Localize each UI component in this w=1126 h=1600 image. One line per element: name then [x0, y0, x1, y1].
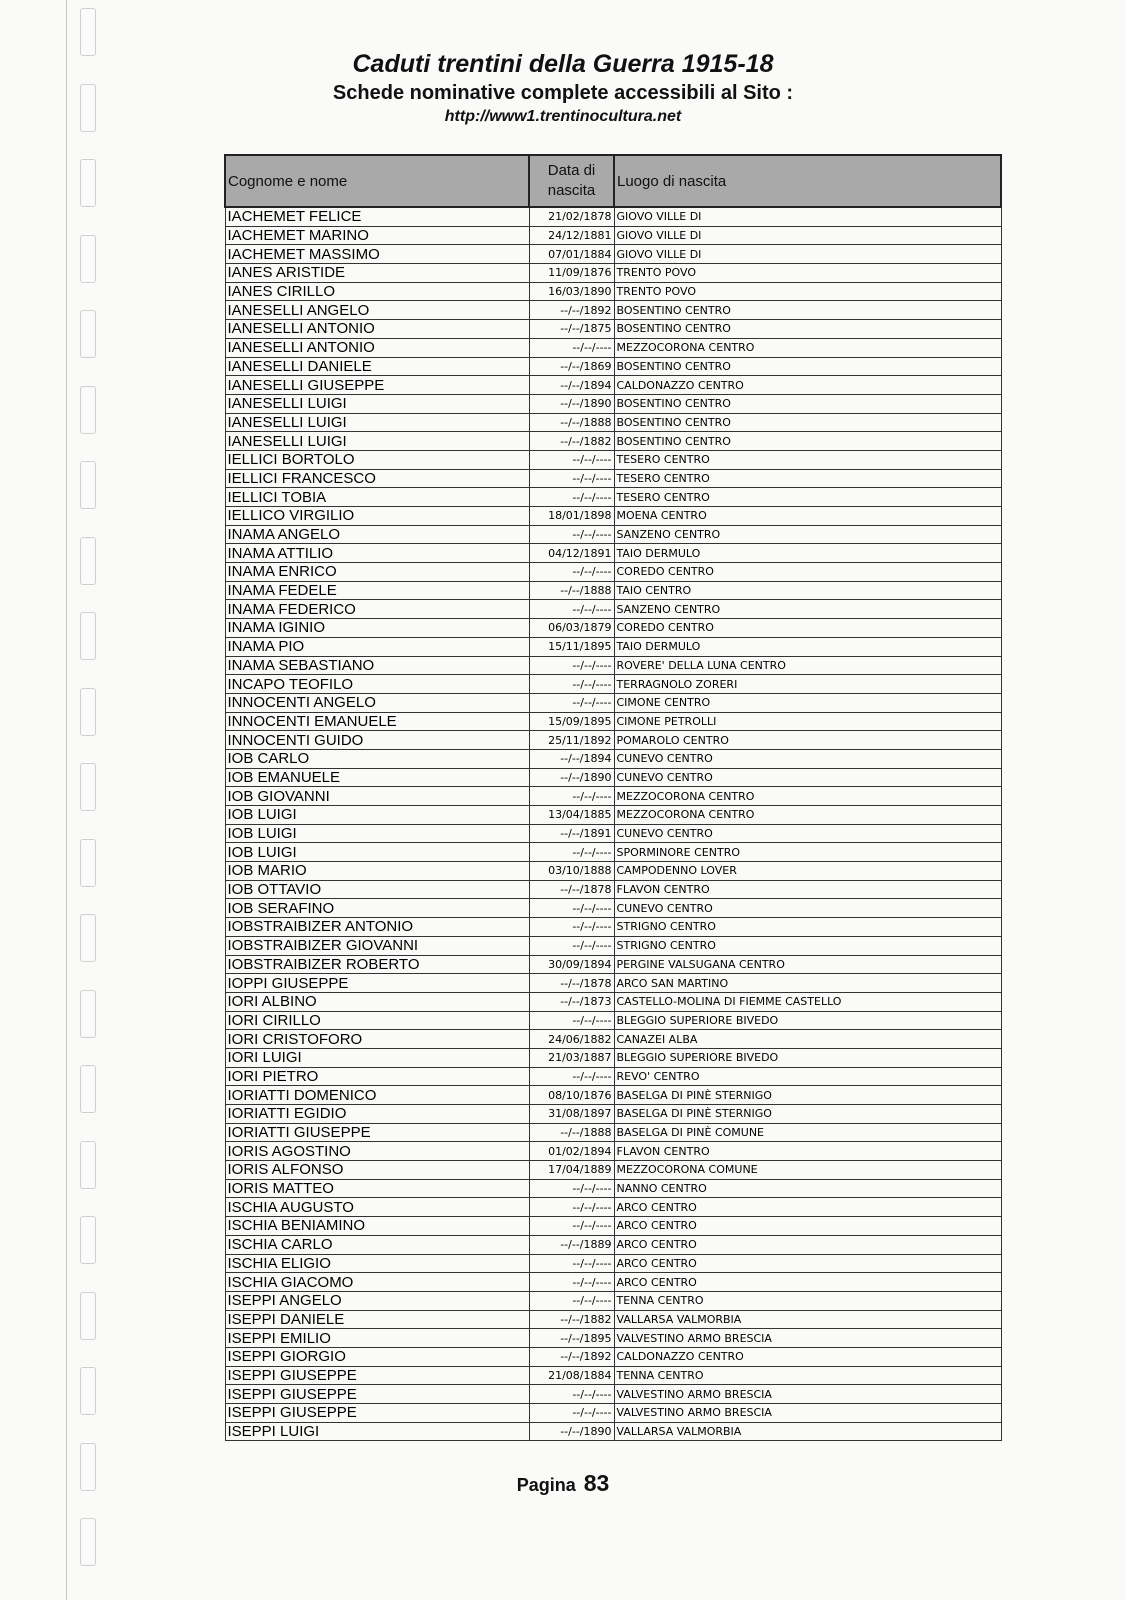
cell-birthplace: TAIO CENTRO — [614, 581, 1001, 600]
binder-hole — [80, 763, 96, 811]
cell-birthdate: --/--/1882 — [529, 432, 614, 451]
table-row — [225, 1235, 1001, 1254]
page-subtitle: Schede nominative complete accessibili al Sito : — [332, 82, 794, 104]
binder-hole — [80, 1065, 96, 1113]
cell-birthdate: --/--/1875 — [529, 320, 614, 339]
table-row — [225, 1030, 1001, 1049]
page-title: Caduti trentini della Guerra 1915-18 — [352, 50, 774, 78]
cell-birthplace: TESERO CENTRO — [614, 469, 1001, 488]
cell-birthdate: --/--/---- — [529, 1291, 614, 1310]
cell-birthdate: --/--/---- — [529, 1217, 614, 1236]
cell-name: IOB OTTAVIO — [225, 880, 529, 899]
cell-name: INAMA PIO — [225, 637, 529, 656]
cell-name: ISEPPI LUIGI — [225, 1422, 529, 1441]
table-row — [225, 450, 1001, 469]
cell-birthdate: --/--/1878 — [529, 974, 614, 993]
binder-hole — [80, 990, 96, 1038]
table-row — [225, 1123, 1001, 1142]
cell-name: IELLICO VIRGILIO — [225, 507, 529, 526]
cell-birthplace: BOSENTINO CENTRO — [614, 432, 1001, 451]
cell-birthplace: CANAZEI ALBA — [614, 1030, 1001, 1049]
cell-name: IOB LUIGI — [225, 824, 529, 843]
cell-birthdate: --/--/1892 — [529, 1347, 614, 1366]
binder-hole — [80, 612, 96, 660]
binder-hole — [80, 688, 96, 736]
cell-birthdate: 21/03/1887 — [529, 1048, 614, 1067]
cell-name: IANESELLI LUIGI — [225, 432, 529, 451]
cell-birthdate: 07/01/1884 — [529, 245, 614, 264]
cell-name: INAMA FEDELE — [225, 581, 529, 600]
cell-name: IOB CARLO — [225, 749, 529, 768]
cell-birthdate: 25/11/1892 — [529, 731, 614, 750]
cell-birthplace: POMAROLO CENTRO — [614, 731, 1001, 750]
cell-birthplace: FLAVON CENTRO — [614, 1142, 1001, 1161]
binder-hole — [80, 1367, 96, 1415]
cell-birthplace: CUNEVO CENTRO — [614, 899, 1001, 918]
binder-hole — [80, 537, 96, 585]
cell-birthplace: ARCO CENTRO — [614, 1198, 1001, 1217]
table-row — [225, 376, 1001, 395]
cell-birthdate: --/--/1889 — [529, 1235, 614, 1254]
cell-name: IORI LUIGI — [225, 1048, 529, 1067]
cell-name: INNOCENTI EMANUELE — [225, 712, 529, 731]
cell-birthdate: --/--/---- — [529, 338, 614, 357]
cell-name: INNOCENTI GUIDO — [225, 731, 529, 750]
cell-name: IOPPI GIUSEPPE — [225, 974, 529, 993]
table-row — [225, 282, 1001, 301]
cell-name: IANESELLI ANTONIO — [225, 320, 529, 339]
table-header-row — [225, 155, 1001, 207]
cell-birthplace: CUNEVO CENTRO — [614, 749, 1001, 768]
cell-name: IORIS ALFONSO — [225, 1161, 529, 1180]
cell-birthplace: CIMONE CENTRO — [614, 693, 1001, 712]
cell-birthdate: --/--/1892 — [529, 301, 614, 320]
cell-name: IANESELLI ANGELO — [225, 301, 529, 320]
table-row — [225, 712, 1001, 731]
cell-birthdate: --/--/---- — [529, 936, 614, 955]
cell-birthplace: ARCO CENTRO — [614, 1254, 1001, 1273]
cell-name: IACHEMET MARINO — [225, 226, 529, 245]
cell-birthplace: BOSENTINO CENTRO — [614, 394, 1001, 413]
table-row — [225, 1329, 1001, 1348]
cell-birthdate: --/--/---- — [529, 488, 614, 507]
cell-name: INAMA ENRICO — [225, 563, 529, 582]
cell-birthplace: ARCO CENTRO — [614, 1235, 1001, 1254]
cell-birthplace: TESERO CENTRO — [614, 450, 1001, 469]
cell-birthdate: 11/09/1876 — [529, 264, 614, 283]
cell-birthdate: --/--/---- — [529, 563, 614, 582]
cell-name: IORIATTI GIUSEPPE — [225, 1123, 529, 1142]
cell-birthplace: COREDO CENTRO — [614, 619, 1001, 638]
table-row — [225, 1142, 1001, 1161]
cell-name: ISEPPI DANIELE — [225, 1310, 529, 1329]
cell-birthplace: ARCO CENTRO — [614, 1273, 1001, 1292]
cell-birthplace: BASELGA DI PINÈ STERNIGO — [614, 1086, 1001, 1105]
table-row — [225, 731, 1001, 750]
table-row — [225, 899, 1001, 918]
cell-birthplace: CALDONAZZO CENTRO — [614, 1347, 1001, 1366]
binder-hole — [80, 159, 96, 207]
table-row — [225, 469, 1001, 488]
table-row — [225, 394, 1001, 413]
cell-birthplace: TRENTO POVO — [614, 282, 1001, 301]
cell-birthplace: TESERO CENTRO — [614, 488, 1001, 507]
table-row — [225, 507, 1001, 526]
table-row — [225, 320, 1001, 339]
cell-birthdate: 16/03/1890 — [529, 282, 614, 301]
cell-birthplace: MEZZOCORONA CENTRO — [614, 806, 1001, 825]
table-row — [225, 1086, 1001, 1105]
cell-name: INAMA ATTILIO — [225, 544, 529, 563]
cell-name: ISCHIA BENIAMINO — [225, 1217, 529, 1236]
cell-birthplace: CUNEVO CENTRO — [614, 768, 1001, 787]
cell-name: IANES CIRILLO — [225, 282, 529, 301]
casualties-table — [224, 154, 1002, 1441]
cell-name: INNOCENTI ANGELO — [225, 693, 529, 712]
cell-birthdate: --/--/1869 — [529, 357, 614, 376]
binder-hole — [80, 839, 96, 887]
cell-name: IANESELLI ANTONIO — [225, 338, 529, 357]
table-row — [225, 955, 1001, 974]
cell-birthplace: VALLARSA VALMORBIA — [614, 1422, 1001, 1441]
cell-birthplace: BLEGGIO SUPERIORE BIVEDO — [614, 1048, 1001, 1067]
table-row — [225, 862, 1001, 881]
table-row — [225, 749, 1001, 768]
cell-name: IOBSTRAIBIZER GIOVANNI — [225, 936, 529, 955]
cell-birthdate: --/--/---- — [529, 469, 614, 488]
cell-name: IANESELLI DANIELE — [225, 357, 529, 376]
cell-birthplace: REVO' CENTRO — [614, 1067, 1001, 1086]
cell-birthplace: MOENA CENTRO — [614, 507, 1001, 526]
table-row — [225, 1198, 1001, 1217]
cell-name: INAMA ANGELO — [225, 525, 529, 544]
cell-birthplace: BOSENTINO CENTRO — [614, 320, 1001, 339]
cell-name: IORIATTI EGIDIO — [225, 1105, 529, 1124]
cell-name: ISCHIA CARLO — [225, 1235, 529, 1254]
cell-birthdate: 31/08/1897 — [529, 1105, 614, 1124]
cell-birthdate: 21/02/1878 — [529, 207, 614, 226]
cell-name: INCAPO TEOFILO — [225, 675, 529, 694]
binder-hole — [80, 8, 96, 56]
cell-birthplace: BOSENTINO CENTRO — [614, 357, 1001, 376]
cell-birthdate: --/--/---- — [529, 843, 614, 862]
cell-birthdate: --/--/1873 — [529, 992, 614, 1011]
cell-name: IORIATTI DOMENICO — [225, 1086, 529, 1105]
cell-birthplace: PERGINE VALSUGANA CENTRO — [614, 955, 1001, 974]
table-row — [225, 357, 1001, 376]
cell-birthplace: TENNA CENTRO — [614, 1366, 1001, 1385]
cell-birthplace: GIOVO VILLE DI — [614, 207, 1001, 226]
cell-name: IOB GIOVANNI — [225, 787, 529, 806]
cell-birthplace: SPORMINORE CENTRO — [614, 843, 1001, 862]
binder-hole — [80, 1141, 96, 1189]
cell-birthdate: 15/09/1895 — [529, 712, 614, 731]
cell-birthdate: --/--/1890 — [529, 1422, 614, 1441]
cell-name: IACHEMET FELICE — [225, 207, 529, 226]
cell-birthdate: --/--/---- — [529, 787, 614, 806]
table-row — [225, 824, 1001, 843]
binder-hole — [80, 1292, 96, 1340]
cell-birthdate: 21/08/1884 — [529, 1366, 614, 1385]
cell-birthdate: --/--/---- — [529, 1179, 614, 1198]
cell-birthdate: 24/12/1881 — [529, 226, 614, 245]
cell-birthplace: GIOVO VILLE DI — [614, 226, 1001, 245]
column-header-birthplace: Luogo di nascita — [614, 155, 1001, 207]
table-row — [225, 264, 1001, 283]
table-row — [225, 207, 1001, 226]
cell-birthdate: --/--/---- — [529, 525, 614, 544]
table-row — [225, 600, 1001, 619]
cell-birthdate: 30/09/1894 — [529, 955, 614, 974]
cell-birthplace: CASTELLO-MOLINA DI FIEMME CASTELLO — [614, 992, 1001, 1011]
cell-birthdate: --/--/---- — [529, 1254, 614, 1273]
table-row — [225, 1404, 1001, 1423]
cell-birthplace: ROVERE' DELLA LUNA CENTRO — [614, 656, 1001, 675]
cell-name: IORIS MATTEO — [225, 1179, 529, 1198]
cell-birthdate: 08/10/1876 — [529, 1086, 614, 1105]
cell-birthplace: MEZZOCORONA CENTRO — [614, 787, 1001, 806]
cell-birthdate: --/--/1895 — [529, 1329, 614, 1348]
cell-name: IORIS AGOSTINO — [225, 1142, 529, 1161]
cell-birthdate: --/--/---- — [529, 450, 614, 469]
cell-name: IELLICI TOBIA — [225, 488, 529, 507]
table-row — [225, 581, 1001, 600]
cell-name: IANESELLI GIUSEPPE — [225, 376, 529, 395]
cell-birthplace: FLAVON CENTRO — [614, 880, 1001, 899]
table-row — [225, 843, 1001, 862]
cell-name: ISEPPI EMILIO — [225, 1329, 529, 1348]
cell-birthplace: MEZZOCORONA CENTRO — [614, 338, 1001, 357]
cell-name: ISEPPI GIUSEPPE — [225, 1404, 529, 1423]
cell-birthdate: --/--/---- — [529, 899, 614, 918]
cell-birthplace: STRIGNO CENTRO — [614, 936, 1001, 955]
table-row — [225, 563, 1001, 582]
cell-name: IACHEMET MASSIMO — [225, 245, 529, 264]
cell-birthdate: --/--/---- — [529, 675, 614, 694]
cell-birthdate: --/--/---- — [529, 1273, 614, 1292]
cell-birthplace: GIOVO VILLE DI — [614, 245, 1001, 264]
cell-birthdate: 03/10/1888 — [529, 862, 614, 881]
cell-birthplace: ARCO CENTRO — [614, 1217, 1001, 1236]
cell-birthdate: --/--/---- — [529, 918, 614, 937]
table-row — [225, 1385, 1001, 1404]
cell-birthdate: --/--/1894 — [529, 749, 614, 768]
cell-name: INAMA FEDERICO — [225, 600, 529, 619]
cell-birthdate: --/--/1891 — [529, 824, 614, 843]
cell-birthplace: CIMONE PETROLLI — [614, 712, 1001, 731]
cell-name: IORI ALBINO — [225, 992, 529, 1011]
cell-birthdate: 24/06/1882 — [529, 1030, 614, 1049]
cell-birthplace: CAMPODENNO LOVER — [614, 862, 1001, 881]
cell-name: IOBSTRAIBIZER ROBERTO — [225, 955, 529, 974]
cell-birthdate: --/--/1878 — [529, 880, 614, 899]
cell-name: ISEPPI GIUSEPPE — [225, 1366, 529, 1385]
cell-name: IORI PIETRO — [225, 1067, 529, 1086]
table-row — [225, 1067, 1001, 1086]
cell-birthplace: VALVESTINO ARMO BRESCIA — [614, 1329, 1001, 1348]
table-row — [225, 1048, 1001, 1067]
table-row — [225, 1291, 1001, 1310]
cell-birthplace: COREDO CENTRO — [614, 563, 1001, 582]
cell-name: INAMA SEBASTIANO — [225, 656, 529, 675]
cell-birthdate: --/--/1890 — [529, 768, 614, 787]
cell-birthdate: --/--/1888 — [529, 581, 614, 600]
cell-birthdate: 01/02/1894 — [529, 1142, 614, 1161]
table-row — [225, 1254, 1001, 1273]
table-row — [225, 1310, 1001, 1329]
table-row — [225, 413, 1001, 432]
table-row — [225, 637, 1001, 656]
binder-hole — [80, 235, 96, 283]
table-row — [225, 974, 1001, 993]
table-row — [225, 1011, 1001, 1030]
cell-birthplace: NANNO CENTRO — [614, 1179, 1001, 1198]
cell-birthdate: 17/04/1889 — [529, 1161, 614, 1180]
cell-birthplace: TAIO DERMULO — [614, 637, 1001, 656]
cell-birthplace: TRENTO POVO — [614, 264, 1001, 283]
binder-hole — [80, 1216, 96, 1264]
cell-birthdate: --/--/---- — [529, 1011, 614, 1030]
page-number: 83 — [583, 1470, 610, 1496]
binder-hole — [80, 1518, 96, 1566]
binder-edge — [66, 0, 67, 1600]
cell-birthdate: --/--/1888 — [529, 1123, 614, 1142]
table-row — [225, 787, 1001, 806]
cell-name: ISEPPI GIORGIO — [225, 1347, 529, 1366]
table-row — [225, 1179, 1001, 1198]
cell-birthdate: --/--/1882 — [529, 1310, 614, 1329]
cell-birthplace: SANZENO CENTRO — [614, 600, 1001, 619]
site-url: http://www1.trentinocultura.net — [444, 108, 682, 125]
cell-birthdate: 04/12/1891 — [529, 544, 614, 563]
table-row — [225, 768, 1001, 787]
table-row — [225, 806, 1001, 825]
cell-name: ISCHIA GIACOMO — [225, 1273, 529, 1292]
table-row — [225, 1273, 1001, 1292]
cell-name: IOB EMANUELE — [225, 768, 529, 787]
cell-birthplace: ARCO SAN MARTINO — [614, 974, 1001, 993]
cell-birthplace: BLEGGIO SUPERIORE BIVEDO — [614, 1011, 1001, 1030]
cell-name: IELLICI FRANCESCO — [225, 469, 529, 488]
table-row — [225, 1217, 1001, 1236]
table-body — [225, 207, 1001, 1441]
cell-name: INAMA IGINIO — [225, 619, 529, 638]
table-row — [225, 432, 1001, 451]
table-row — [225, 1422, 1001, 1441]
cell-name: IELLICI BORTOLO — [225, 450, 529, 469]
table-row — [225, 693, 1001, 712]
cell-birthdate: 15/11/1895 — [529, 637, 614, 656]
cell-name: IORI CIRILLO — [225, 1011, 529, 1030]
table-row — [225, 301, 1001, 320]
cell-birthplace: BASELGA DI PINÈ STERNIGO — [614, 1105, 1001, 1124]
cell-birthplace: TAIO DERMULO — [614, 544, 1001, 563]
cell-birthdate: 06/03/1879 — [529, 619, 614, 638]
cell-name: IOB LUIGI — [225, 843, 529, 862]
cell-name: ISEPPI ANGELO — [225, 1291, 529, 1310]
cell-birthplace: VALVESTINO ARMO BRESCIA — [614, 1385, 1001, 1404]
cell-birthdate: --/--/---- — [529, 1385, 614, 1404]
cell-birthdate: --/--/1888 — [529, 413, 614, 432]
cell-birthdate: --/--/---- — [529, 1198, 614, 1217]
cell-name: IOB MARIO — [225, 862, 529, 881]
table-row — [225, 245, 1001, 264]
binder-hole — [80, 386, 96, 434]
cell-birthdate: 13/04/1885 — [529, 806, 614, 825]
page-label: Pagina — [516, 1475, 576, 1495]
table-row — [225, 226, 1001, 245]
cell-birthdate: --/--/---- — [529, 1067, 614, 1086]
binder-hole — [80, 461, 96, 509]
table-row — [225, 936, 1001, 955]
cell-birthdate: --/--/---- — [529, 600, 614, 619]
cell-name: IORI CRISTOFORO — [225, 1030, 529, 1049]
table-row — [225, 1347, 1001, 1366]
table-row — [225, 1366, 1001, 1385]
cell-birthdate: --/--/1894 — [529, 376, 614, 395]
cell-birthdate: --/--/1890 — [529, 394, 614, 413]
cell-birthplace: TENNA CENTRO — [614, 1291, 1001, 1310]
cell-birthplace: SANZENO CENTRO — [614, 525, 1001, 544]
table-row — [225, 544, 1001, 563]
table-row — [225, 880, 1001, 899]
cell-name: IOBSTRAIBIZER ANTONIO — [225, 918, 529, 937]
cell-birthplace: MEZZOCORONA COMUNE — [614, 1161, 1001, 1180]
cell-birthplace: BASELGA DI PINÈ COMUNE — [614, 1123, 1001, 1142]
table-row — [225, 992, 1001, 1011]
table-row — [225, 1105, 1001, 1124]
table-row — [225, 675, 1001, 694]
binder-hole — [80, 310, 96, 358]
cell-name: ISCHIA ELIGIO — [225, 1254, 529, 1273]
table-row — [225, 488, 1001, 507]
cell-name: IOB LUIGI — [225, 806, 529, 825]
table-row — [225, 338, 1001, 357]
table-row — [225, 1161, 1001, 1180]
cell-name: IOB SERAFINO — [225, 899, 529, 918]
cell-birthplace: VALVESTINO ARMO BRESCIA — [614, 1404, 1001, 1423]
cell-birthplace: BOSENTINO CENTRO — [614, 413, 1001, 432]
table-row — [225, 918, 1001, 937]
cell-name: IANESELLI LUIGI — [225, 394, 529, 413]
cell-name: ISCHIA AUGUSTO — [225, 1198, 529, 1217]
cell-birthplace: VALLARSA VALMORBIA — [614, 1310, 1001, 1329]
table-row — [225, 525, 1001, 544]
page-footer — [0, 1470, 1126, 1497]
cell-name: ISEPPI GIUSEPPE — [225, 1385, 529, 1404]
cell-birthdate: --/--/---- — [529, 1404, 614, 1423]
cell-birthplace: TERRAGNOLO ZORERI — [614, 675, 1001, 694]
table-row — [225, 656, 1001, 675]
cell-birthdate: --/--/---- — [529, 656, 614, 675]
cell-birthplace: CUNEVO CENTRO — [614, 824, 1001, 843]
table-row — [225, 619, 1001, 638]
cell-name: IANES ARISTIDE — [225, 264, 529, 283]
cell-birthdate: --/--/---- — [529, 693, 614, 712]
cell-name: IANESELLI LUIGI — [225, 413, 529, 432]
cell-birthplace: BOSENTINO CENTRO — [614, 301, 1001, 320]
binder-hole — [80, 914, 96, 962]
column-header-birthdate: Data di nascita — [529, 155, 614, 207]
cell-birthplace: STRIGNO CENTRO — [614, 918, 1001, 937]
cell-birthdate: 18/01/1898 — [529, 507, 614, 526]
cell-birthplace: CALDONAZZO CENTRO — [614, 376, 1001, 395]
column-header-name: Cognome e nome — [225, 155, 529, 207]
